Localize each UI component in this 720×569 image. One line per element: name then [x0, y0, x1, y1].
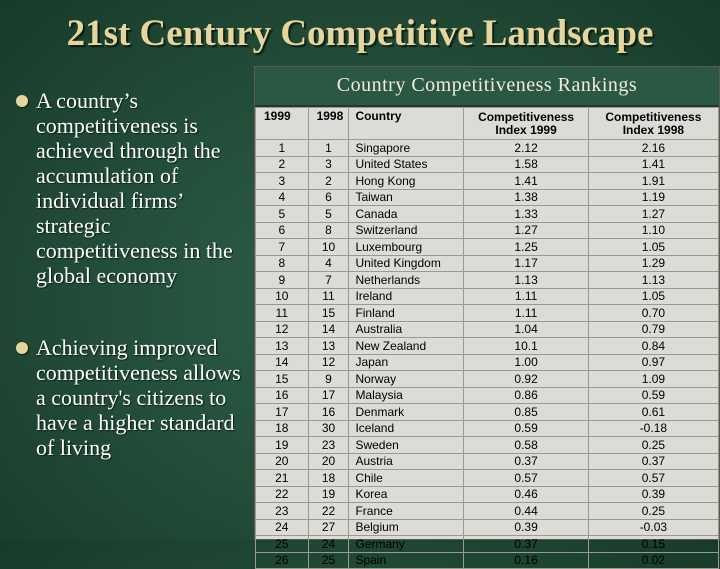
cell-country: Iceland	[349, 420, 464, 437]
cell-rank-1998: 25	[308, 552, 349, 569]
cell-country: Denmark	[349, 404, 464, 421]
cell-rank-1999: 15	[256, 371, 309, 388]
cell-rank-1998: 20	[308, 453, 349, 470]
cell-rank-1998: 11	[308, 288, 349, 305]
table-row	[256, 387, 719, 404]
cell-index-1998: 1.10	[588, 222, 718, 239]
table-row	[256, 140, 719, 157]
cell-index-1999: 0.85	[464, 404, 588, 421]
cell-rank-1998: 7	[308, 272, 349, 289]
table-row	[256, 206, 719, 223]
cell-country: Ireland	[349, 288, 464, 305]
cell-rank-1999: 1	[256, 140, 309, 157]
cell-rank-1998: 5	[308, 206, 349, 223]
cell-index-1999: 0.39	[464, 519, 588, 536]
cell-index-1999: 0.44	[464, 503, 588, 520]
cell-rank-1998: 13	[308, 338, 349, 355]
cell-index-1998: 0.59	[588, 387, 718, 404]
cell-rank-1998: 8	[308, 222, 349, 239]
table-row	[256, 420, 719, 437]
cell-rank-1999: 13	[256, 338, 309, 355]
cell-rank-1998: 27	[308, 519, 349, 536]
cell-index-1999: 1.13	[464, 272, 588, 289]
rankings-table-panel	[254, 66, 720, 568]
cell-country: Netherlands	[349, 272, 464, 289]
cell-rank-1999: 6	[256, 222, 309, 239]
cell-index-1998: 0.84	[588, 338, 718, 355]
cell-rank-1999: 2	[256, 156, 309, 173]
table-row	[256, 338, 719, 355]
cell-country: United Kingdom	[349, 255, 464, 272]
cell-rank-1998: 30	[308, 420, 349, 437]
cell-rank-1998: 10	[308, 239, 349, 256]
cell-country: Spain	[349, 552, 464, 569]
cell-index-1999: 1.11	[464, 305, 588, 322]
cell-index-1999: 10.1	[464, 338, 588, 355]
cell-country: Austria	[349, 453, 464, 470]
cell-country: Sweden	[349, 437, 464, 454]
cell-country: Germany	[349, 536, 464, 553]
cell-country: Finland	[349, 305, 464, 322]
cell-rank-1999: 23	[256, 503, 309, 520]
cell-rank-1999: 22	[256, 486, 309, 503]
cell-index-1998: 1.41	[588, 156, 718, 173]
table-row	[256, 552, 719, 569]
cell-index-1999: 1.11	[464, 288, 588, 305]
cell-rank-1999: 21	[256, 470, 309, 487]
bullet-list	[14, 88, 250, 460]
cell-rank-1998: 2	[308, 173, 349, 190]
slide-title: 21st Century Competitive Landscape	[66, 13, 654, 54]
cell-index-1999: 0.37	[464, 536, 588, 553]
rankings-table	[255, 107, 719, 569]
table-row	[256, 371, 719, 388]
cell-rank-1998: 15	[308, 305, 349, 322]
cell-rank-1998: 4	[308, 255, 349, 272]
cell-rank-1998: 23	[308, 437, 349, 454]
table-row	[256, 222, 719, 239]
cell-country: Malaysia	[349, 387, 464, 404]
bullet-dot-icon	[16, 95, 28, 107]
cell-rank-1998: 17	[308, 387, 349, 404]
cell-rank-1999: 4	[256, 189, 309, 206]
header-rank-1999: 1999	[256, 108, 309, 140]
header-index-1998: Competitiveness Index 1998	[588, 108, 718, 140]
cell-rank-1999: 3	[256, 173, 309, 190]
cell-country: Chile	[349, 470, 464, 487]
cell-index-1999: 1.33	[464, 206, 588, 223]
table-body	[256, 140, 719, 569]
cell-index-1998: 2.16	[588, 140, 718, 157]
cell-country: France	[349, 503, 464, 520]
cell-index-1999: 1.00	[464, 354, 588, 371]
bullet-item	[14, 88, 250, 288]
cell-country: Japan	[349, 354, 464, 371]
cell-country: Switzerland	[349, 222, 464, 239]
cell-index-1998: 0.25	[588, 503, 718, 520]
cell-rank-1998: 18	[308, 470, 349, 487]
cell-index-1999: 1.41	[464, 173, 588, 190]
cell-rank-1999: 12	[256, 321, 309, 338]
header-rank-1998: 1998	[308, 108, 349, 140]
table-row	[256, 305, 719, 322]
cell-rank-1998: 24	[308, 536, 349, 553]
cell-rank-1999: 8	[256, 255, 309, 272]
cell-index-1999: 0.57	[464, 470, 588, 487]
bullet-item	[14, 335, 250, 460]
table-row	[256, 503, 719, 520]
cell-rank-1998: 1	[308, 140, 349, 157]
table-row	[256, 156, 719, 173]
cell-rank-1998: 6	[308, 189, 349, 206]
cell-index-1998: 0.25	[588, 437, 718, 454]
cell-index-1998: -0.03	[588, 519, 718, 536]
cell-index-1998: 0.70	[588, 305, 718, 322]
table-row	[256, 404, 719, 421]
cell-index-1998: 1.19	[588, 189, 718, 206]
cell-index-1998: 1.05	[588, 239, 718, 256]
cell-country: Norway	[349, 371, 464, 388]
cell-rank-1998: 12	[308, 354, 349, 371]
cell-country: Belgium	[349, 519, 464, 536]
table-row	[256, 453, 719, 470]
cell-rank-1999: 16	[256, 387, 309, 404]
cell-country: Luxembourg	[349, 239, 464, 256]
cell-rank-1999: 7	[256, 239, 309, 256]
table-row	[256, 354, 719, 371]
table-row	[256, 437, 719, 454]
cell-index-1999: 1.17	[464, 255, 588, 272]
cell-rank-1999: 26	[256, 552, 309, 569]
cell-index-1998: 0.61	[588, 404, 718, 421]
cell-index-1999: 0.59	[464, 420, 588, 437]
cell-country: Korea	[349, 486, 464, 503]
cell-index-1998: 0.97	[588, 354, 718, 371]
cell-rank-1999: 14	[256, 354, 309, 371]
cell-rank-1999: 18	[256, 420, 309, 437]
bullet-text: Achieving improved competitiveness allows a country's citizens to have a higher standard of living	[36, 335, 241, 460]
table-header-row	[256, 108, 719, 140]
cell-index-1999: 1.25	[464, 239, 588, 256]
cell-rank-1999: 5	[256, 206, 309, 223]
cell-rank-1998: 16	[308, 404, 349, 421]
cell-rank-1999: 20	[256, 453, 309, 470]
cell-country: Australia	[349, 321, 464, 338]
cell-index-1999: 1.58	[464, 156, 588, 173]
table-row	[256, 288, 719, 305]
cell-index-1999: 1.38	[464, 189, 588, 206]
cell-index-1999: 1.04	[464, 321, 588, 338]
cell-country: United States	[349, 156, 464, 173]
cell-rank-1999: 24	[256, 519, 309, 536]
table-row	[256, 272, 719, 289]
cell-index-1998: 1.29	[588, 255, 718, 272]
header-index-1999: Competitiveness Index 1999	[464, 108, 588, 140]
cell-index-1998: 0.79	[588, 321, 718, 338]
table-row	[256, 189, 719, 206]
cell-rank-1998: 3	[308, 156, 349, 173]
cell-index-1998: 0.02	[588, 552, 718, 569]
cell-rank-1999: 10	[256, 288, 309, 305]
cell-index-1998: 0.39	[588, 486, 718, 503]
cell-rank-1998: 14	[308, 321, 349, 338]
cell-index-1999: 0.58	[464, 437, 588, 454]
bullet-dot-icon	[16, 342, 28, 354]
cell-rank-1999: 19	[256, 437, 309, 454]
table-title: Country Competitiveness Rankings	[255, 67, 719, 107]
table-row	[256, 173, 719, 190]
table-row	[256, 519, 719, 536]
cell-index-1998: 1.09	[588, 371, 718, 388]
cell-country: Hong Kong	[349, 173, 464, 190]
table-row	[256, 486, 719, 503]
table-row	[256, 470, 719, 487]
cell-index-1998: 0.15	[588, 536, 718, 553]
table-row	[256, 255, 719, 272]
cell-index-1998: 1.05	[588, 288, 718, 305]
cell-index-1999: 2.12	[464, 140, 588, 157]
bullet-text: A country’s competitiveness is achieved through the accumulation of individual firms’ strategic competitiveness in the global economy	[36, 88, 233, 288]
cell-index-1999: 0.86	[464, 387, 588, 404]
table-row	[256, 321, 719, 338]
cell-index-1998: 0.57	[588, 470, 718, 487]
cell-rank-1999: 25	[256, 536, 309, 553]
cell-index-1998: -0.18	[588, 420, 718, 437]
cell-rank-1999: 9	[256, 272, 309, 289]
cell-country: Taiwan	[349, 189, 464, 206]
cell-index-1999: 0.92	[464, 371, 588, 388]
cell-index-1999: 1.27	[464, 222, 588, 239]
cell-index-1998: 0.37	[588, 453, 718, 470]
cell-rank-1999: 11	[256, 305, 309, 322]
header-country: Country	[349, 108, 464, 140]
cell-index-1999: 0.37	[464, 453, 588, 470]
cell-rank-1998: 9	[308, 371, 349, 388]
cell-country: New Zealand	[349, 338, 464, 355]
cell-rank-1998: 19	[308, 486, 349, 503]
cell-index-1998: 1.91	[588, 173, 718, 190]
cell-country: Singapore	[349, 140, 464, 157]
cell-index-1998: 1.13	[588, 272, 718, 289]
table-row	[256, 536, 719, 553]
cell-index-1999: 0.46	[464, 486, 588, 503]
cell-rank-1998: 22	[308, 503, 349, 520]
cell-country: Canada	[349, 206, 464, 223]
cell-index-1998: 1.27	[588, 206, 718, 223]
cell-index-1999: 0.16	[464, 552, 588, 569]
table-row	[256, 239, 719, 256]
cell-rank-1999: 17	[256, 404, 309, 421]
